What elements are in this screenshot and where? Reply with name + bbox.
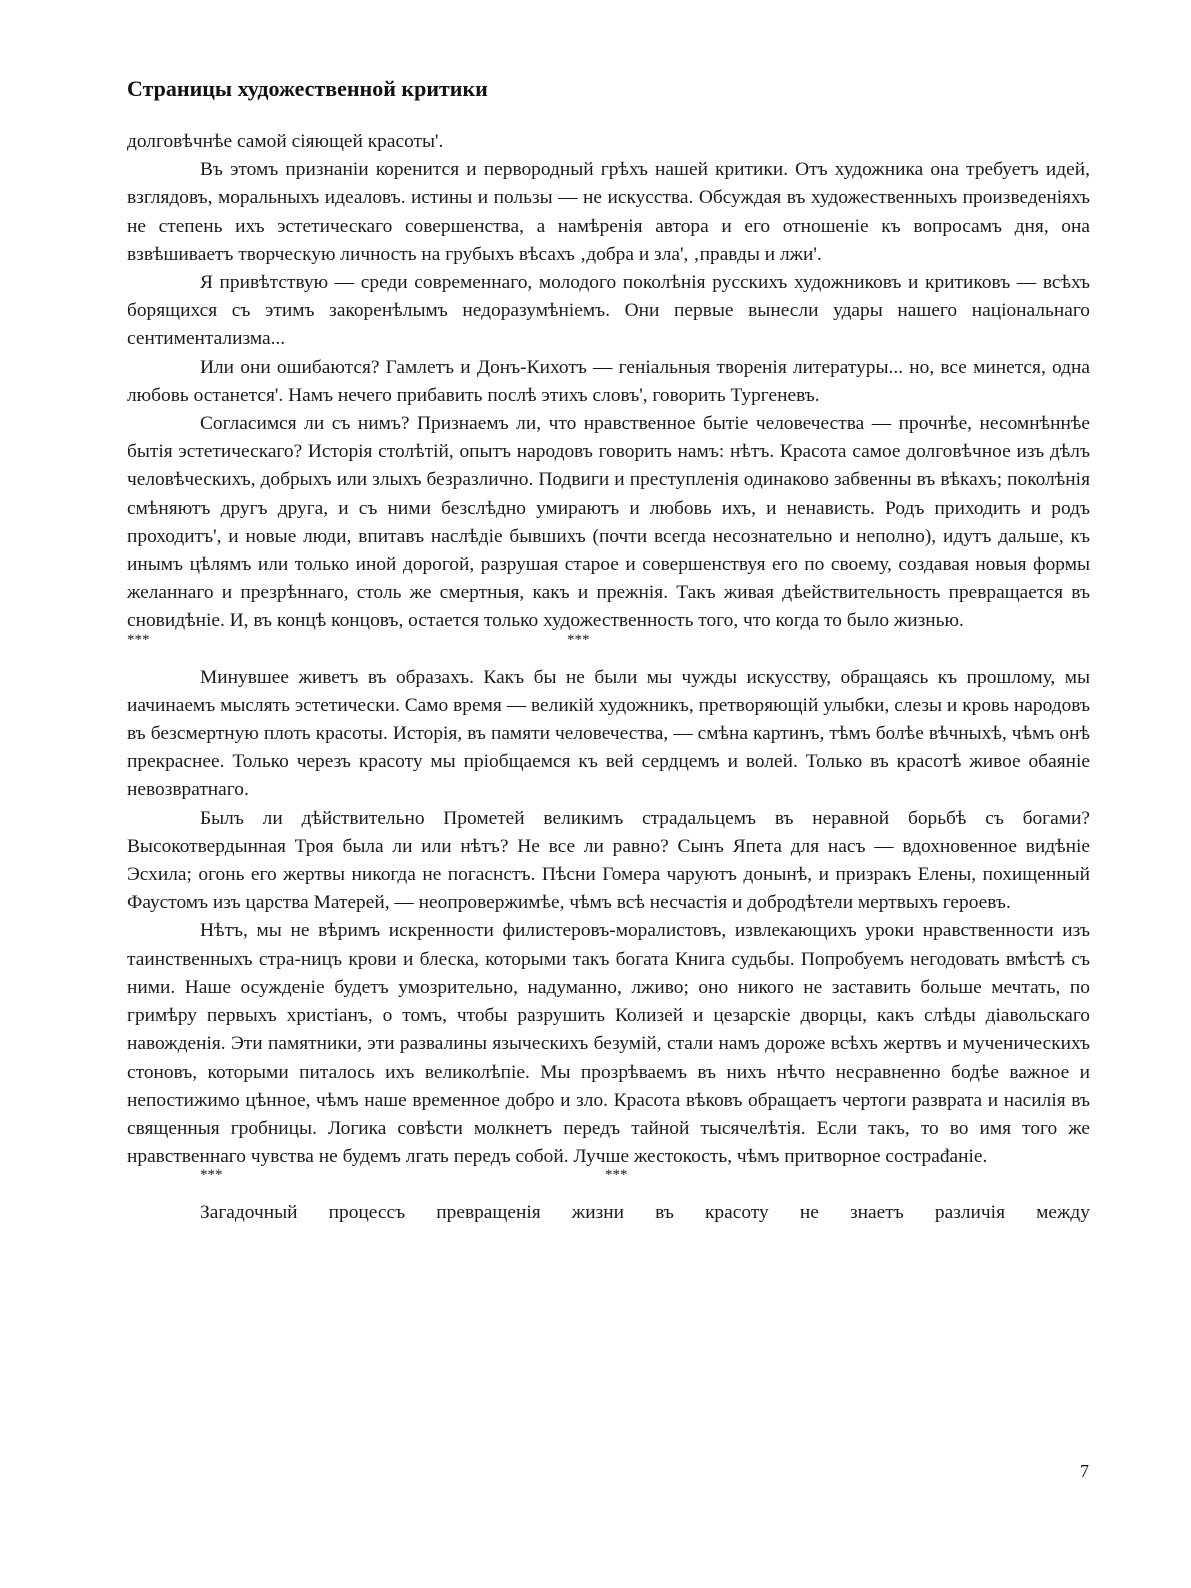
separator-stars: ***	[127, 631, 150, 648]
paragraph: Согласимся ли съ нимъ? Признаемъ ли, что нравственное бытіе человечества — прочнѣе, несомнѣннѣе бытія эстетическаго? Исторія столѣтій, опытъ народовъ говорить намъ: нѣтъ. Красота самое долговѣчное изъ дѣлъ человѣческихъ, добрыхъ или злыхъ безразлично. Подвиги и преступленія одинаково забвенны въ вѣкахъ; поколѣнія смѣняютъ другъ друга, и съ ними безслѣдно умираютъ и любовь ихъ, и ненависть. Родъ приходить и родъ проходитъ', и новые люди, впитавъ наслѣдіе бывшихъ (почти всегда несознательно и неполно), идутъ дальше, къ инымъ цѣлямъ или только иной дорогой, разрушая старое и совершенствуя его по своему, создавая новыя формы желаннаго и презрѣннаго, столь же смертныя, какъ и прежнія. Такъ живая дѣействительность превращается въ сновидѣніе. И, въ концѣ концовъ, остается только художественность того, что когда то было жизнью.	[127, 413, 1090, 632]
separator-stars: ***	[567, 631, 590, 648]
paragraph: Я привѣтствую — среди современнаго, молодого поколѣнія русскихъ художниковъ и критиковъ — всѣхъ борящихся съ этимъ закоренѣлымъ недоразумѣніемъ. Они первые вынесли удары нашего національнаго сентиментализма...	[127, 272, 1090, 350]
paragraph: Былъ ли дѣйствительно Прометей великимъ страдальцемъ въ неравной борьбѣ съ богами? Высокотвердынная Троя была ли или нѣтъ? Не все ли равно? Сынъ Япета для насъ — вдохновенное видѣніе Эсхила; огонь его жертвы никогда не погаснстъ. Пѣсни Гомера чаруютъ донынѣ, и призракъ Елены, похищенный Фаустомъ изъ царства Матерей, — неопровержимѣе, чѣмъ всѣ несчастія и добродѣтели мертвыхъ героевъ.	[127, 807, 1090, 914]
body-text	[127, 128, 1090, 1228]
paragraph: Загадочный процессъ превращенія жизни въ красоту не знаетъ различія между	[200, 1202, 1090, 1224]
section-separator	[127, 630, 1090, 650]
section-separator	[127, 1165, 1090, 1185]
separator-stars: ***	[200, 1167, 223, 1184]
paragraph-continuation: долговѣчнѣе самой сіяющей красоты'.	[127, 131, 444, 152]
page-number: 7	[1080, 1461, 1089, 1481]
paragraph: Или они ошибаются? Гамлетъ и Донъ-Кихотъ — геніальныя творенія литературы... но, все минется, одна любовь останется'. Намъ нечего прибавить послѣ этихъ словъ', говорить Тургеневъ.	[127, 356, 1090, 406]
separator-stars: ***	[605, 1167, 628, 1184]
paragraph: Нѣтъ, мы не вѣримъ искренности филистеровъ-моралистовъ, извлекающихъ уроки нравственности изъ таинственныхъ стра-ницъ крови и блеска, которыми такъ богата Книга судьбы. Попробуемъ негодовать вмѣстѣ съ ними. Наше осужденіе будетъ умозрительно, надуманно, лживо; оно никого не заставить больше мечтать, по гримѣру первыхъ христіанъ, о томъ, чтобы разрушить Колизей и цезарскіе дворцы, какъ слѣды діавольскаго навожденія. Эти памятники, эти развалины языческихъ безумій, стали намъ дороже всѣхъ жертвъ и мученическихъ стоновъ, которыми питалось ихъ великолѣпіе. Мы прозрѣваемъ въ нихъ нѣчто несравненно бодѣе важное и непостижимо цѣнное, чѣмъ наше временное добро и зло. Красота вѣковъ обращаетъ чертоги разврата и насилія въ священныя гробницы. Логика совѣсти молкнетъ передъ тайной тысячелѣтія. Если такъ, то во имя того же нравственнаго чувства не будемъ лгать передъ собой. Лучше жестокость, чѣмъ притворное сострađаніе.	[127, 920, 1090, 1168]
running-header-title: Страницы художественной критики	[127, 76, 488, 101]
paragraph: Минувшее живетъ въ образахъ. Какъ бы не были мы чужды искусству, обращаясь къ прошлому, мы иачинаемъ мыслять эстетически. Само время — великій художникъ, претворяющій улыбки, слезы и кровь народовъ въ безсмертную плоть красоты. Исторія, въ памяти человечества, — смѣна картинъ, тѣмъ болѣе вѣчныхѣ, чѣмъ онѣ прекраснее. Только черезъ красоту мы пріобщаемся къ вей сердцемъ и волей. Только въ красотѣ живое обаяніе невозвратнаго.	[127, 666, 1090, 801]
paragraph: Въ этомъ признаніи коренится и первородный грѣхъ нашей критики. Отъ художника она требуетъ идей, взглядовъ, моральныхъ идеаловъ. истины и пользы — не искусства. Обсуждая въ художественныхъ произведеніяхъ не степень ихъ эстетическаго совершенства, а намѣренія автора и его отношеніе къ вопросамъ дня, она взвѣшиваетъ творческую личность на грубыхъ вѣсахъ ‚добра и зла', ‚правды и лжи'.	[127, 159, 1090, 265]
